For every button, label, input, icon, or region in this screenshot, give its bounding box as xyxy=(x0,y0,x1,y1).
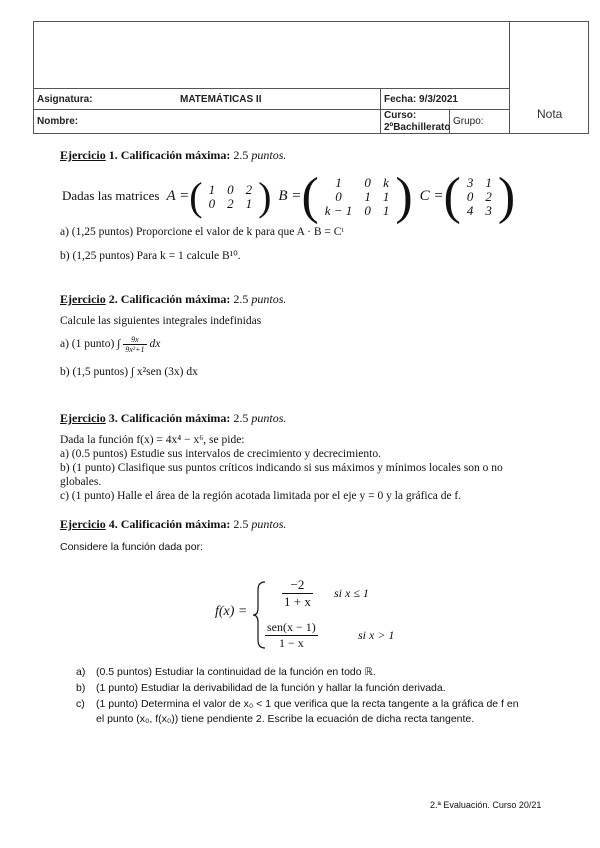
ex1-title: Ejercicio 1. Calificación máxima: 2.5 puntos. xyxy=(60,148,287,162)
header-divider xyxy=(509,21,510,134)
ex4-title: Ejercicio 4. Calificación máxima: 2.5 puntos. xyxy=(60,517,287,531)
grupo-label: Grupo: xyxy=(453,116,484,127)
ex3-intro: Dada la función f(x) = 4x⁴ − x⁶, se pide: xyxy=(60,434,245,446)
ex4-part-c: (1 punto) Determina el valor de x₀ < 1 que verifica que la recta tangente a la gráfica de f en xyxy=(96,698,519,710)
piece2-cond: si x > 1 xyxy=(358,628,395,642)
header-divider xyxy=(33,88,509,89)
ex4-b-label: b) xyxy=(76,682,86,694)
nota-label: Nota xyxy=(537,107,563,121)
ex4-fx: f(x) = xyxy=(215,604,248,619)
ex3-part-a: a) (0.5 puntos) Estudie sus intervalos de crecimiento y decrecimiento. xyxy=(60,448,381,460)
ex4-c-label: c) xyxy=(76,698,85,710)
ex1-part-b: b) (1,25 puntos) Para k = 1 calcule B¹⁰. xyxy=(60,250,241,262)
ex3-part-b: b) (1 punto) Clasifique sus puntos críticos indicando si sus máximos y mínimos locales son o no xyxy=(60,462,503,474)
ex3-part-b-cont: globales. xyxy=(60,476,102,488)
curso-value: 2ºBachillerato xyxy=(384,122,451,133)
ex3-title: Ejercicio 3. Calificación máxima: 2.5 puntos. xyxy=(60,411,287,425)
nombre-label: Nombre: xyxy=(37,116,79,127)
header-divider xyxy=(33,109,509,110)
footer-text: 2.ª Evaluación. Curso 20/21 xyxy=(430,800,542,810)
curso-label: Curso: xyxy=(384,110,417,121)
ex4-intro: Considere la función dada por: xyxy=(60,541,204,553)
ex2-part-a: a) (1 punto) ∫ $\frac{9x}{\text{9x²+1}}$ dx xyxy=(60,335,161,354)
ex1-part-a: a) (1,25 puntos) Proporcione el valor de k para que A · B = Cᵗ xyxy=(60,226,344,238)
ex4-a-label: a) xyxy=(76,666,86,678)
fecha-label: Fecha: 9/3/2021 xyxy=(384,94,458,105)
ex3-part-c: c) (1 punto) Halle el área de la región acotada limitada por el eje y = 0 y la gráfica de f. xyxy=(60,490,462,502)
ex2-part-b: b) (1,5 puntos) ∫ x²sen (3x) dx xyxy=(60,366,198,378)
ex1-matrices: Dadas las matrices A =( 1 0 2 0 2 1 ) B =( 1 0 k 0 1 1 k − 1 0 1 ) C =( 3 1 0 2 4 3 ) xyxy=(62,168,516,226)
header-box xyxy=(33,21,589,134)
piece2-fraction: $\frac{\text{sen(x − 1)}}{1 - x}$ xyxy=(267,620,316,650)
ex2-intro: Calcule las siguientes integrales indefinidas xyxy=(60,315,262,327)
ex4-part-a: (0.5 puntos) Estudiar la continuidad de la función en todo ℝ. xyxy=(96,666,376,678)
ex2-title: Ejercicio 2. Calificación máxima: 2.5 puntos. xyxy=(60,292,287,306)
asignatura-value: MATEMÁTICAS II xyxy=(180,94,262,105)
header-divider xyxy=(380,88,381,134)
asignatura-label: Asignatura: xyxy=(37,94,93,105)
ex4-part-b: (1 punto) Estudiar la derivabilidad de la función y hallar la función derivada. xyxy=(96,682,446,694)
ex4-part-c-cont: el punto (x₀, f(x₀)) tiene pendiente 2. Escribe la ecuación de dicha recta tangente. xyxy=(96,713,475,725)
piece1-fraction: $\frac{-2}{1 + x}$ xyxy=(284,577,311,609)
piece1-cond: si x ≤ 1 xyxy=(334,586,369,600)
